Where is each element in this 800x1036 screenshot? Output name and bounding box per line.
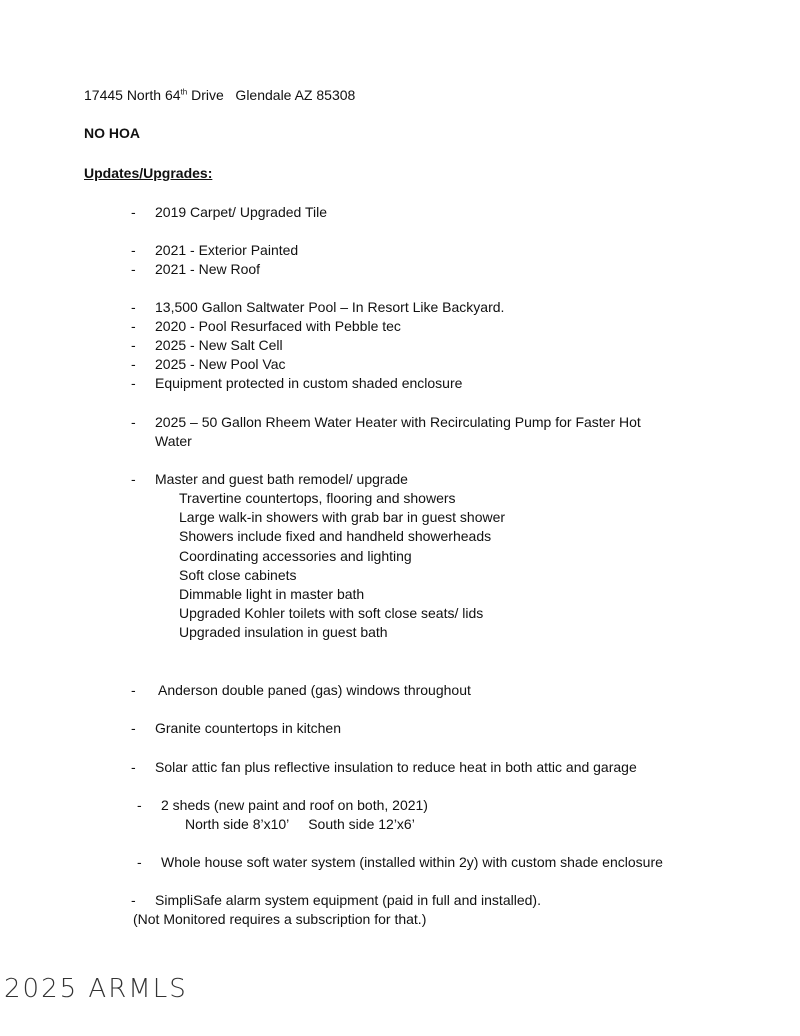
list-item: 13,500 Gallon Saltwater Pool – In Resort Like Backyard.	[155, 299, 505, 315]
address-line: 17445 North 64th Drive Glendale AZ 85308	[84, 87, 356, 103]
list-item: 2020 - Pool Resurfaced with Pebble tec	[155, 318, 401, 334]
sub-item: Showers include fixed and handheld showerheads	[179, 528, 492, 544]
bullet-dash: -	[137, 797, 142, 813]
list-item: 2025 – 50 Gallon Rheem Water Heater with Recirculating Pump for Faster Hot	[155, 414, 641, 430]
sub-item: Dimmable light in master bath	[179, 586, 365, 602]
list-item: 2 sheds (new paint and roof on both, 2021)	[161, 797, 428, 813]
list-item: Anderson double paned (gas) windows throughout	[158, 682, 471, 698]
bullet-dash: -	[131, 318, 136, 334]
bullet-dash: -	[131, 375, 136, 391]
list-item: Equipment protected in custom shaded enclosure	[155, 375, 463, 391]
watermark: 2025 ARMLS	[4, 974, 188, 1004]
list-item: Granite countertops in kitchen	[155, 720, 341, 736]
bullet-dash: -	[131, 204, 136, 220]
list-item: Whole house soft water system (installed within 2y) with custom shade enclosure	[161, 854, 663, 870]
hoa-label: NO HOA	[84, 125, 140, 141]
bullet-dash: -	[131, 356, 136, 372]
list-item: 2021 - Exterior Painted	[155, 242, 299, 258]
list-item-continuation: North side 8’x10’ South side 12’x6’	[185, 816, 415, 832]
list-item-continuation: Water	[155, 433, 192, 449]
sub-item: Large walk-in showers with grab bar in guest shower	[179, 509, 506, 525]
sub-item: Coordinating accessories and lighting	[179, 548, 412, 564]
list-item: 2019 Carpet/ Upgraded Tile	[155, 204, 327, 220]
list-item: Master and guest bath remodel/ upgrade	[155, 471, 408, 487]
bullet-dash: -	[131, 720, 136, 736]
bullet-dash: -	[131, 471, 136, 487]
section-title: Updates/Upgrades:	[84, 165, 213, 181]
sub-item: Soft close cabinets	[179, 567, 297, 583]
bullet-dash: -	[131, 242, 136, 258]
list-item: 2025 - New Salt Cell	[155, 337, 283, 353]
bullet-dash: -	[131, 892, 136, 908]
bullet-dash: -	[131, 682, 136, 698]
sub-item: Upgraded Kohler toilets with soft close seats/ lids	[179, 605, 484, 621]
list-item: Solar attic fan plus reflective insulation to reduce heat in both attic and garage	[155, 759, 637, 775]
list-item: SimpliSafe alarm system equipment (paid in full and installed).	[155, 892, 541, 908]
list-item-continuation: (Not Monitored requires a subscription for that.)	[133, 911, 427, 927]
bullet-dash: -	[131, 299, 136, 315]
bullet-dash: -	[137, 854, 142, 870]
list-item: 2025 - New Pool Vac	[155, 356, 286, 372]
bullet-dash: -	[131, 261, 136, 277]
bullet-dash: -	[131, 337, 136, 353]
list-item: 2021 - New Roof	[155, 261, 261, 277]
bullet-dash: -	[131, 414, 136, 430]
bullet-dash: -	[131, 759, 136, 775]
sub-item: Travertine countertops, flooring and showers	[179, 490, 456, 506]
sub-item: Upgraded insulation in guest bath	[179, 624, 388, 640]
